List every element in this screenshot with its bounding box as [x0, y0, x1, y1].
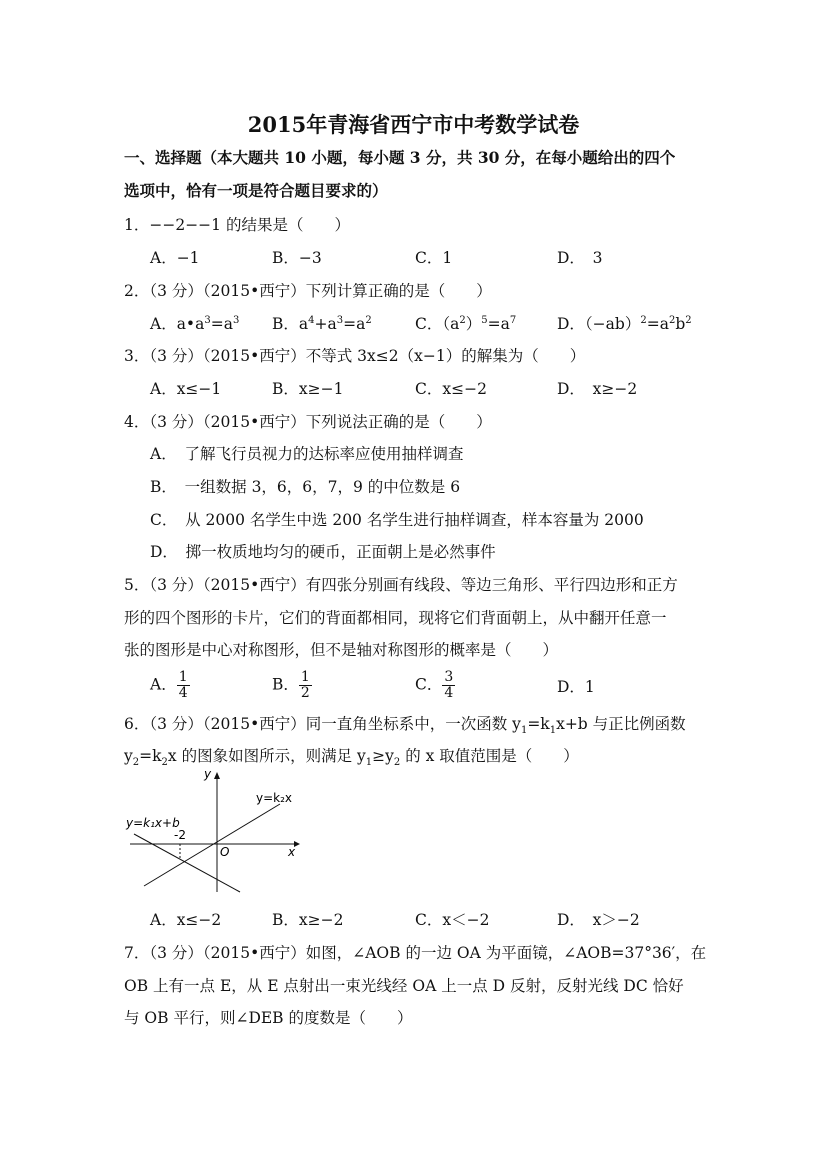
- q4-option-c: C． 从 2000 名学生中选 200 名学生进行抽样调查，样本容量为 2000: [150, 511, 644, 529]
- question-5-line3: 张的图形是中心对称图形，但不是轴对称图形的概率是（ ）: [124, 641, 559, 659]
- question-7-line3: 与 OB 平行，则∠DEB 的度数是（ ）: [124, 1009, 413, 1027]
- x-axis-label: x: [288, 845, 296, 859]
- question-2-stem: 2．（3 分）（2015•西宁）下列计算正确的是（ ）: [124, 282, 492, 300]
- function-graph: [122, 768, 312, 893]
- q3-option-d: D． x≥−2: [557, 380, 638, 398]
- q3-option-a: A．x≤−1: [150, 380, 222, 398]
- question-6-line1: 6．（3 分）（2015•西宁）同一直角坐标系中，一次函数 $y_1=k_1x+b$ 与正比例函数: [124, 715, 686, 737]
- question-7-line2: OB 上有一点 E，从 E 点射出一束光线经 OA 上一点 D 反射，反射光线 DC 恰好: [124, 977, 684, 995]
- question-5-line1: 5．（3 分）（2015•西宁）有四张分别画有线段、等边三角形、平行四边形和正方: [124, 576, 678, 594]
- q1-option-a: A．−1: [150, 249, 200, 267]
- line-y1: [134, 834, 240, 892]
- tick-label-neg2: -2: [174, 828, 186, 842]
- q3-option-b: B．x≥−1: [272, 380, 344, 398]
- section-header-line1: 一、选择题（本大题共 10 小题，每小题 3 分，共 30 分，在每小题给出的四个: [124, 148, 676, 167]
- question-6-line2: $y_2=k_2x$ 的图象如图所示，则满足 $y_1\ge y_2$ 的 x 取值范围是（ ）: [124, 747, 579, 769]
- q2-option-d: D．$(-ab)^2=a^2b^2$: [557, 314, 692, 333]
- q5-option-b: B． $\frac{1}{2}$: [272, 669, 310, 701]
- fraction: $\frac{3}{4}$: [444, 669, 454, 701]
- question-5-line2: 形的四个图形的卡片，它们的背面都相同，现将它们背面朝上，从中翻开任意一: [124, 609, 667, 627]
- section-header-line2: 选项中，恰有一项是符合题目要求的）: [124, 181, 388, 200]
- q4-option-a: A． 了解飞行员视力的达标率应使用抽样调查: [150, 445, 464, 463]
- q2-option-a: A．$a•a^3=a^3$: [150, 314, 240, 333]
- q4-option-b: B． 一组数据 3，6，6，7，9 的中位数是 6: [150, 478, 461, 496]
- line-y2-label: y=k₂x: [256, 791, 293, 805]
- question-7-line1: 7．（3 分）（2015•西宁）如图，∠AOB 的一边 OA 为平面镜，∠AOB=37°36′，在: [124, 944, 707, 962]
- question-1-stem: 1．−−2−−1 的结果是（ ）: [124, 216, 350, 234]
- fraction: $\frac{1}{4}$: [178, 669, 188, 701]
- line-y1-label: y=k₁x+b: [126, 816, 180, 830]
- q2-option-b: B．$a^4+a^3=a^2$: [272, 314, 372, 333]
- question-3-stem: 3．（3 分）（2015•西宁）不等式 3x≤2（x−1）的解集为（ ）: [124, 347, 586, 365]
- q6-option-a: A．x≤−2: [150, 911, 222, 929]
- q5-option-d: D．1: [557, 678, 595, 696]
- q5-option-a: A． $\frac{1}{4}$: [150, 669, 188, 701]
- y-axis-label: y: [204, 768, 212, 781]
- y-axis-arrow: [214, 772, 220, 779]
- q6-option-b: B．x≥−2: [272, 911, 344, 929]
- q4-option-d: D． 掷一枚质地均匀的硬币，正面朝上是必然事件: [150, 543, 496, 561]
- q6-option-d: D． x＞−2: [557, 911, 640, 929]
- page-title: 2015年青海省西宁市中考数学试卷: [247, 112, 580, 137]
- q1-option-b: B．−3: [272, 249, 322, 267]
- q6-option-c: C．x＜−2: [415, 911, 490, 929]
- q2-option-c: C．$(a^2)^5=a^7$: [415, 314, 517, 333]
- fraction: $\frac{1}{2}$: [300, 669, 310, 701]
- q5-option-c: C． $\frac{3}{4}$: [415, 669, 454, 701]
- q1-option-c: C．1: [415, 249, 453, 267]
- question-4-stem: 4．（3 分）（2015•西宁）下列说法正确的是（ ）: [124, 413, 492, 431]
- origin-label: O: [220, 845, 230, 859]
- q1-option-d: D． 3: [557, 249, 603, 267]
- q3-option-c: C．x≤−2: [415, 380, 487, 398]
